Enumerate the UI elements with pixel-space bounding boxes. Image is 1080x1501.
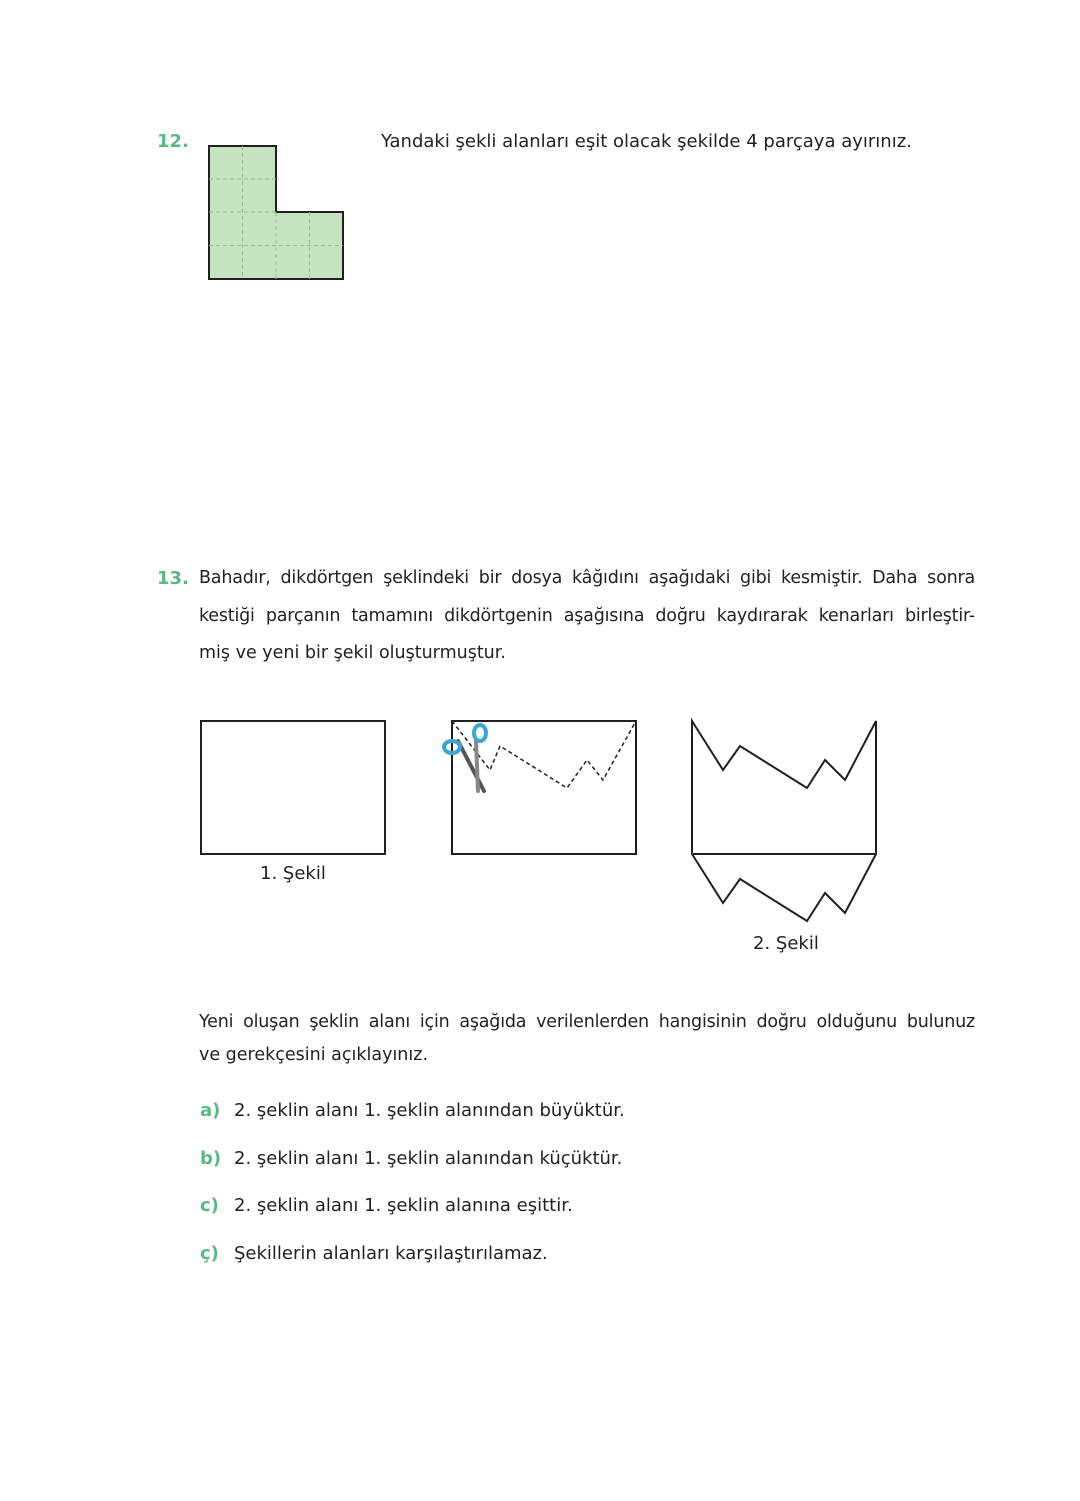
- option-b-text: 2. şeklin alanı 1. şeklin alanından küçüktür.: [234, 1148, 623, 1169]
- question-13-line-3: miş ve yeni bir şekil oluşturmuştur.: [199, 643, 506, 663]
- option-a-text: 2. şeklin alanı 1. şeklin alanından büyüktür.: [234, 1100, 625, 1121]
- question-13-prompt-line-2: ve gerekçesini açıklayınız.: [199, 1045, 429, 1065]
- question-12-number: 12.: [157, 131, 189, 152]
- figure-2-caption: 2. Şekil: [753, 933, 819, 954]
- option-cc-letter: ç): [200, 1243, 219, 1264]
- question-13-line-1: Bahadır, dikdörtgen şeklindeki bir dosya kâğıdını aşağıdaki gibi kesmiştir. Daha sonra: [199, 568, 975, 588]
- question-13-number: 13.: [157, 568, 189, 589]
- question-12-instruction: Yandaki şekli alanları eşit olacak şekilde 4 parçaya ayırınız.: [381, 131, 912, 152]
- question-13-line-2: kestiği parçanın tamamını dikdörtgenin aşağısına doğru kaydırarak kenarları birleştir-: [199, 606, 975, 626]
- option-cc-text: Şekillerin alanları karşılaştırılamaz.: [234, 1243, 548, 1264]
- option-c-text: 2. şeklin alanı 1. şeklin alanına eşittir.: [234, 1195, 573, 1216]
- question-13-prompt-line-1: Yeni oluşan şeklin alanı için aşağıda verilenlerden hangisinin doğru olduğunu bulunuz: [199, 1012, 975, 1032]
- figure-1-caption: 1. Şekil: [260, 863, 326, 884]
- option-c-letter: c): [200, 1195, 219, 1216]
- option-b-letter: b): [200, 1148, 222, 1169]
- option-a-letter: a): [200, 1100, 221, 1121]
